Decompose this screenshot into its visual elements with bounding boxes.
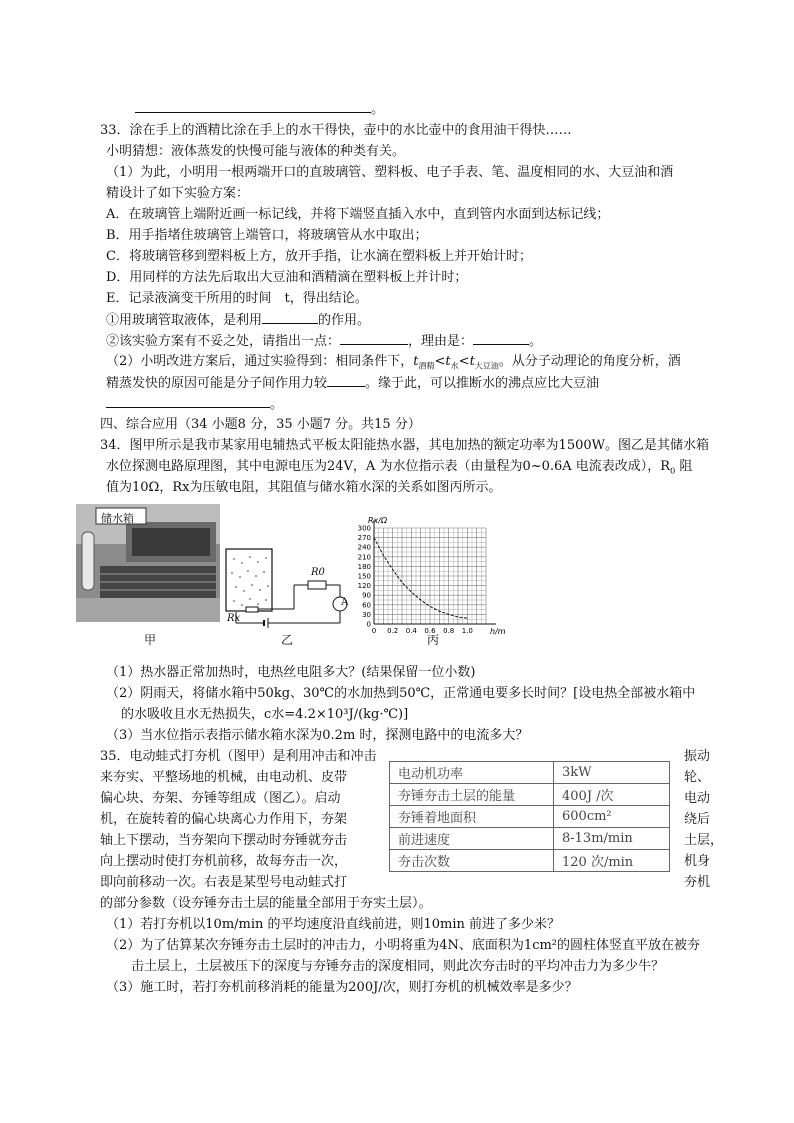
q33-heading: 33．涂在手上的酒精比涂在手上的水干得快，壶中的水比壶中的食用油干得快…… [100, 123, 572, 138]
solar-heater-photo [76, 504, 220, 622]
q33-sub-question-2: ②该实验方案有不妥之处，请指出一点： ，理由是： 。 [106, 331, 542, 351]
q35-line-7: 即向前移动一次。右表是某型号电动蛙式打 [100, 875, 348, 890]
x-tick-label: 0.8 [443, 627, 455, 635]
q35-line-5: 轴上下摆动，当夯架向下摆动时夯锤就夯击 [100, 833, 348, 848]
rx-label: Rx [227, 613, 241, 624]
y-tick-label: 240 [357, 543, 371, 552]
q35-right-4: 绕后 [684, 812, 711, 827]
q35-sub-1: （1）若打夯机以10m/min 的平均速度沿直线前进，则10min 前进了多少米？ [106, 917, 561, 932]
r0-label: R0 [311, 567, 325, 578]
q33-step-b: B．用手指堵住玻璃管上端管口，将玻璃管从水中取出； [106, 228, 428, 243]
q35-right-5: 土层， [684, 833, 724, 848]
chart-xlabel: h/m [490, 627, 506, 636]
y-tick-label: 150 [357, 572, 371, 581]
y-tick-label: 90 [362, 591, 371, 600]
q35-right-1: 振动 [684, 749, 711, 764]
q35-line-6: 向上摆动时使打夯机前移，故每夯击一次， [100, 854, 348, 869]
figure-bing-caption: 丙 [427, 633, 440, 647]
ammeter-symbol: A [341, 597, 349, 608]
q35-right-7: 夯机 [684, 875, 711, 890]
x-tick-label: 0 [371, 627, 377, 635]
q33-step-e: E．记录液滴变干所用的时间 t，得出结论。 [106, 291, 368, 306]
q35-line-1: 35．电动蛙式打夯机（图甲）是利用冲击和冲击 [100, 749, 377, 764]
table-row: 夯锤夯击土层的能量 400J /次 [390, 784, 670, 806]
q33-step-c: C．将玻璃管移到塑料板上方，放开手指，让水滴在塑料板上并开始计时； [106, 249, 532, 264]
q35-sub-2: （2）为了估算某次夯锤夯击土层时的冲击力，小明将重为4N、底面积为1cm²的圆柱体竖直平放在被夯 [106, 938, 701, 953]
table-row: 夯锤着地面积 600cm² [390, 806, 670, 828]
y-tick-label: 210 [357, 553, 371, 562]
q34-sub-2-cont: 的水吸收且水无热损失，c水=4.2×10³J/(kg·℃)] [121, 707, 409, 722]
q34-sub-2: （2）阴雨天，将储水箱中50kg、30℃的水加热到50℃，正常通电要多长时间？[设电热全部被水箱中 [106, 686, 696, 701]
answer-blank[interactable] [473, 331, 529, 345]
q35-right-6: 机身 [684, 854, 711, 869]
y-tick-label: 120 [357, 582, 371, 591]
x-tick-label: 0.4 [405, 627, 417, 635]
q33-part2-cont: 精蒸发快的原因可能是分子间作用力较 。缘于此，可以推断水的沸点应比大豆油 [106, 373, 599, 393]
answer-blank[interactable] [262, 310, 318, 324]
q35-right-3: 电动 [684, 791, 711, 806]
q35-line-4: 机，在旋转着的偏心块离心力作用下，夯架 [100, 812, 348, 827]
q33-part1-intro: （1）为此，小明用一根两端开口的直玻璃管、塑料板、电子手表、笔、温度相同的水、大豆油和酒 [106, 165, 674, 180]
parameter-table [389, 761, 670, 872]
y-tick-label: 0 [366, 620, 371, 629]
table-row: 前进速度 8-13m/min [390, 828, 670, 850]
q33-part2: （2）小明改进方案后，通过实验得到：相同条件下，$t_{酒精}<t_水<t_{大豆油}$。从分子动理论的角度分析，酒 [106, 354, 681, 371]
water-level-circuit [224, 545, 356, 630]
q33-guess: 小明猜想：液体蒸发的快慢可能与液体的种类有关。 [106, 144, 406, 159]
y-tick-label: 300 [357, 524, 371, 533]
x-tick-label: 1.0 [461, 627, 473, 635]
q34-sub-3: （3）当水位指示表指示储水箱水深为0.2m 时，探测电路中的电流多大？ [106, 728, 529, 743]
q33-step-d: D．用同样的方法先后取出大豆油和酒精滴在塑料板上并计时； [106, 270, 468, 285]
answer-blank[interactable] [106, 394, 270, 408]
y-tick-label: 180 [357, 562, 371, 571]
x-tick-label: 0.6 [424, 627, 436, 635]
y-tick-label: 60 [362, 601, 371, 610]
q32-answer-line: 。 [135, 99, 384, 119]
q34-line-3: 值为10Ω，Rx为压敏电阻，其阻值与储水箱水深的关系如图丙所示。 [106, 480, 502, 495]
q34-sub-1: （1）热水器正常加热时，电热丝电阻多大？(结果保留一位小数) [106, 665, 476, 680]
table-row: 电动机功率 3kW [390, 762, 670, 784]
figure-jia-caption: 甲 [144, 633, 157, 647]
q35-right-2: 轮、 [684, 770, 711, 785]
rx-depth-chart [348, 512, 512, 642]
q35-line-8: 的部分参数（设夯锤夯击土层的能量全部用于夯实土层）。 [100, 896, 432, 911]
section-4-heading: 四、综合应用（34 小题8 分，35 小题7 分。共15 分） [100, 417, 421, 432]
chart-ylabel: Rx/Ω [368, 516, 388, 525]
table-row: 夯击次数 120 次/min [390, 850, 670, 872]
x-tick-label: 0.2 [387, 627, 399, 635]
y-tick-label: 30 [362, 610, 371, 619]
q33-part1-intro-cont: 精设计了如下实验方案： [106, 186, 250, 201]
q33-part2-end: 。 [106, 394, 283, 414]
figure-yi-caption: 乙 [281, 633, 294, 647]
q35-line-3: 偏心块、夯架、夯锤等组成（图乙）。启动 [100, 791, 341, 806]
q34-line-2: 水位探测电路原理图，其中电源电压为24V，A 为水位指示表（由量程为0~0.6A 电流表改成），$R_0$ 阻 [106, 459, 693, 476]
q35-sub-3: （3）施工时，若打夯机前移消耗的能量为200J/次，则打夯机的机械效率是多少？ [106, 980, 578, 995]
tank-label: 储水箱 [101, 512, 134, 525]
q35-sub-2-cont: 击土层上，土层被压下的深度与夯锤夯击的深度相同，则此次夯击时的平均冲击力为多少牛？ [131, 959, 665, 974]
q34-line-1: 34．图甲所示是我市某家用电辅热式平板太阳能热水器，其电加热的额定功率为1500W。图乙是其储水箱 [100, 438, 709, 453]
q33-sub-question-1: ①用玻璃管取液体，是利用 的作用。 [106, 310, 370, 330]
y-tick-label: 270 [357, 534, 371, 543]
answer-blank[interactable] [340, 331, 408, 345]
answer-blank[interactable] [327, 373, 365, 387]
q33-step-a: A．在玻璃管上端附近画一标记线，并将下端竖直插入水中，直到管内水面到达标记线； [106, 207, 610, 222]
q35-line-2: 来夯实、平整场地的机械，由电动机、皮带 [100, 770, 348, 785]
